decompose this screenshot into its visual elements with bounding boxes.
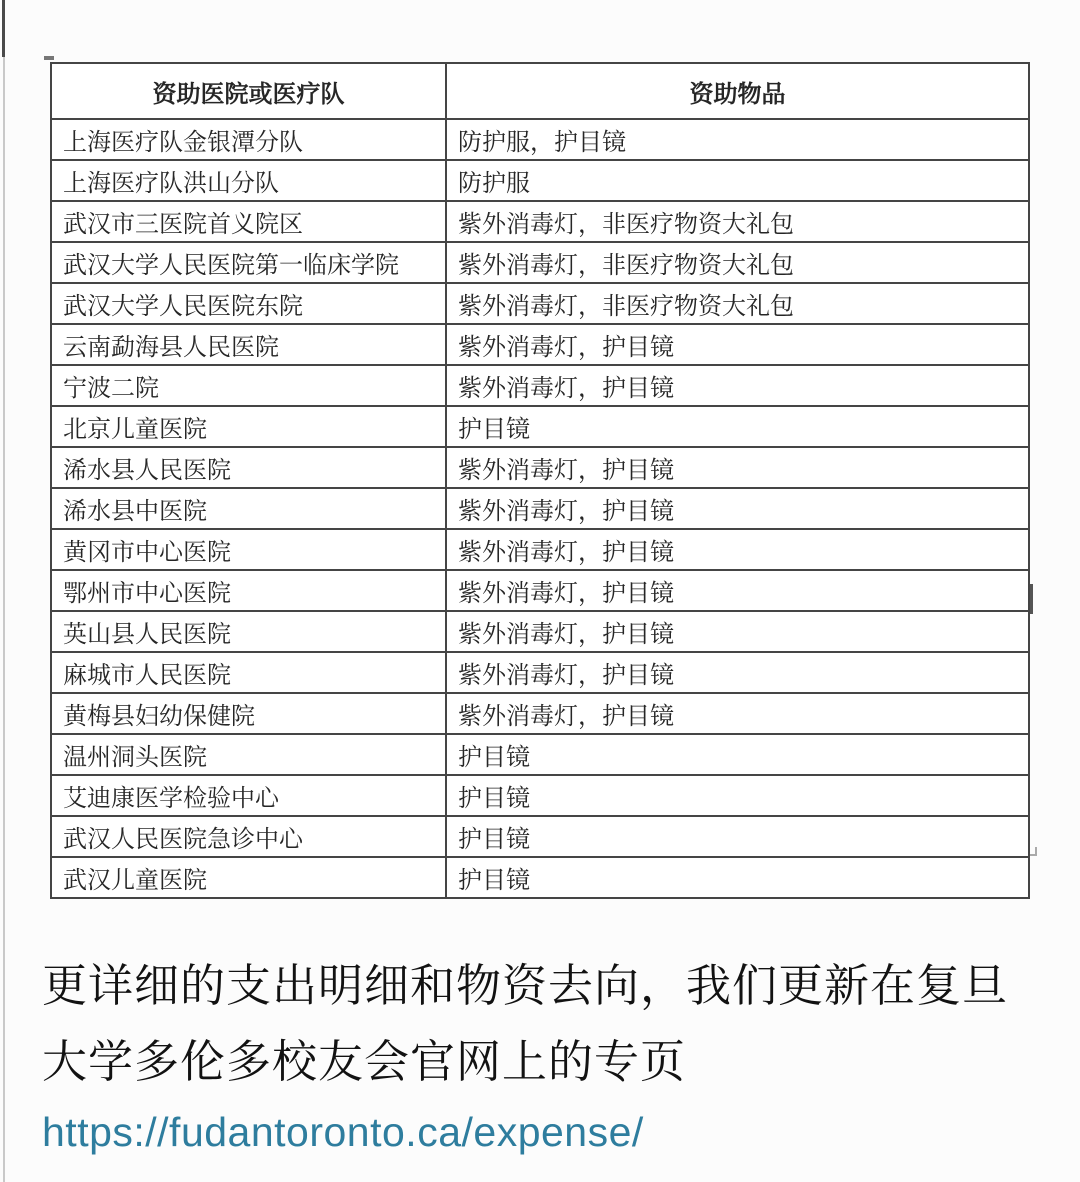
- items-cell: 护目镜: [446, 775, 1029, 816]
- items-cell: 防护服，护目镜: [446, 119, 1029, 160]
- items-cell: 紫外消毒灯，护目镜: [446, 324, 1029, 365]
- donation-table: [50, 62, 1030, 899]
- expense-link[interactable]: https://fudantoronto.ca/expense/: [42, 1109, 644, 1155]
- column-header-hospital: 资助医院或医疗队: [51, 63, 446, 119]
- left-edge-artifact-line: [3, 0, 5, 1182]
- items-cell: 紫外消毒灯，护目镜: [446, 488, 1029, 529]
- donation-table-container: [50, 62, 1028, 899]
- hospital-cell: 武汉大学人民医院第一临床学院: [51, 242, 446, 283]
- hospital-cell: 鄂州市中心医院: [51, 570, 446, 611]
- items-cell: 护目镜: [446, 406, 1029, 447]
- hospital-cell: 北京儿童医院: [51, 406, 446, 447]
- table-header-row: [51, 63, 1029, 119]
- items-cell: 紫外消毒灯，非医疗物资大礼包: [446, 242, 1029, 283]
- table-row: [51, 734, 1029, 775]
- table-row: [51, 365, 1029, 406]
- items-cell: 紫外消毒灯，护目镜: [446, 529, 1029, 570]
- left-edge-dark-artifact-line: [2, 0, 5, 57]
- table-row: [51, 201, 1029, 242]
- table-row: [51, 488, 1029, 529]
- hospital-cell: 浠水县中医院: [51, 488, 446, 529]
- items-cell: 防护服: [446, 160, 1029, 201]
- table-row: [51, 857, 1029, 898]
- items-cell: 紫外消毒灯，护目镜: [446, 365, 1029, 406]
- table-row: [51, 775, 1029, 816]
- table-row: [51, 447, 1029, 488]
- hospital-cell: 武汉大学人民医院东院: [51, 283, 446, 324]
- hospital-cell: 上海医疗队金银潭分队: [51, 119, 446, 160]
- items-cell: 紫外消毒灯，护目镜: [446, 570, 1029, 611]
- hospital-cell: 武汉人民医院急诊中心: [51, 816, 446, 857]
- table-row: [51, 160, 1029, 201]
- hospital-cell: 浠水县人民医院: [51, 447, 446, 488]
- table-row: [51, 570, 1029, 611]
- table-row: [51, 406, 1029, 447]
- hospital-cell: 武汉市三医院首义院区: [51, 201, 446, 242]
- table-row: [51, 283, 1029, 324]
- table-row: [51, 816, 1029, 857]
- table-row: [51, 693, 1029, 734]
- items-cell: 紫外消毒灯，护目镜: [446, 652, 1029, 693]
- hospital-cell: 麻城市人民医院: [51, 652, 446, 693]
- items-cell: 护目镜: [446, 816, 1029, 857]
- hospital-cell: 黄冈市中心医院: [51, 529, 446, 570]
- table-row: [51, 324, 1029, 365]
- hospital-cell: 云南勐海县人民医院: [51, 324, 446, 365]
- items-cell: 紫外消毒灯，非医疗物资大礼包: [446, 201, 1029, 242]
- items-cell: 紫外消毒灯，护目镜: [446, 447, 1029, 488]
- table-corner-handle-top-left: [44, 56, 54, 60]
- items-cell: 紫外消毒灯，护目镜: [446, 611, 1029, 652]
- items-cell: 护目镜: [446, 734, 1029, 775]
- hospital-cell: 宁波二院: [51, 365, 446, 406]
- footer-line-1: 更详细的支出明细和物资去向，我们更新在复旦: [42, 960, 1009, 1011]
- hospital-cell: 黄梅县妇幼保健院: [51, 693, 446, 734]
- items-cell: 紫外消毒灯，护目镜: [446, 693, 1029, 734]
- table-row: [51, 529, 1029, 570]
- footer-line-2: 大学多伦多校友会官网上的专页: [42, 1036, 687, 1087]
- items-cell: 紫外消毒灯，非医疗物资大礼包: [446, 283, 1029, 324]
- table-row: [51, 242, 1029, 283]
- column-header-items: 资助物品: [446, 63, 1029, 119]
- items-cell: 护目镜: [446, 857, 1029, 898]
- table-row: [51, 652, 1029, 693]
- footer-paragraph: [42, 948, 1052, 1100]
- hospital-cell: 英山县人民医院: [51, 611, 446, 652]
- hospital-cell: 艾迪康医学检验中心: [51, 775, 446, 816]
- hospital-cell: 上海医疗队洪山分队: [51, 160, 446, 201]
- table-row: [51, 611, 1029, 652]
- hospital-cell: 武汉儿童医院: [51, 857, 446, 898]
- table-row: [51, 119, 1029, 160]
- hospital-cell: 温州洞头医院: [51, 734, 446, 775]
- donation-table-body: [51, 119, 1029, 898]
- text-cursor-artifact: [1030, 584, 1033, 614]
